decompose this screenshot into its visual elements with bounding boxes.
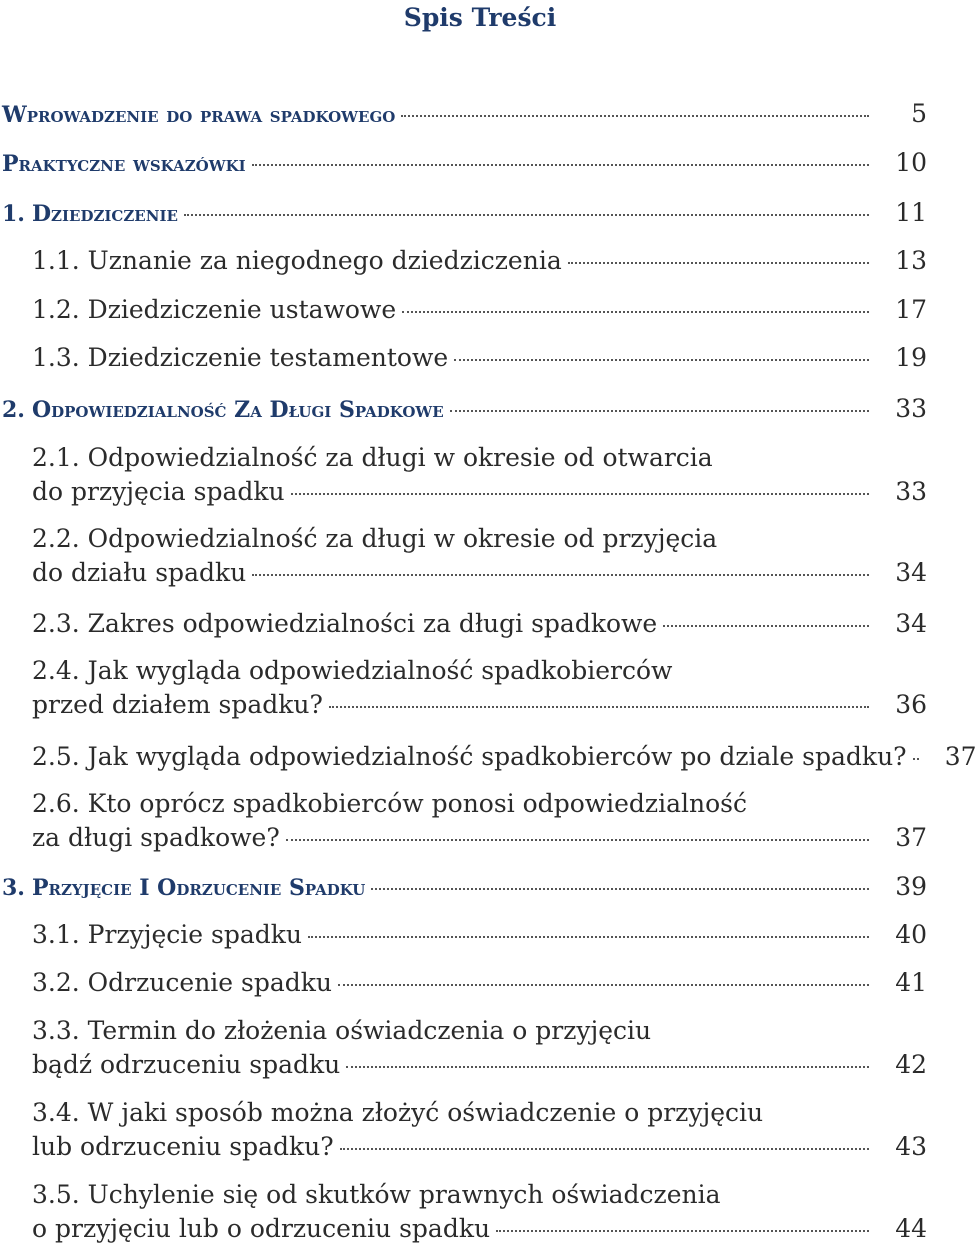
page-number: 37 <box>895 823 927 852</box>
toc-entry-label <box>32 918 302 952</box>
toc-entry-label <box>32 688 323 722</box>
page-number: 44 <box>895 1214 927 1243</box>
section-title: Odpowiedzialność za długi w okresie od otwarcia <box>87 443 713 472</box>
page-number: 33 <box>895 477 927 506</box>
toc-entry-label <box>32 341 448 375</box>
section-title: lub odrzuceniu spadku? <box>32 1132 334 1161</box>
toc-entry[interactable] <box>32 1096 927 1164</box>
page-number: 19 <box>895 343 927 372</box>
page-number: 39 <box>895 872 927 901</box>
dot-leader <box>913 758 919 760</box>
toc-entry[interactable] <box>2 392 927 426</box>
section-title: Uznanie za niegodnego dziedziczenia <box>87 246 562 275</box>
toc-entry-line <box>32 607 927 641</box>
dot-leader <box>663 625 869 627</box>
toc-entry[interactable] <box>32 918 927 952</box>
toc-entry-line <box>32 787 927 821</box>
toc-entry-line <box>32 1048 927 1082</box>
toc-entry[interactable] <box>32 1178 927 1246</box>
toc-entry-label <box>32 522 717 556</box>
dot-leader <box>329 706 869 708</box>
dot-leader <box>346 1066 869 1068</box>
toc-entry[interactable] <box>2 196 927 230</box>
toc-entry[interactable] <box>32 1014 927 1082</box>
dot-leader <box>184 214 869 216</box>
section-number: 2.6. <box>32 789 80 818</box>
section-title: Dziedziczenie <box>31 201 178 227</box>
toc-entry-line <box>32 1014 927 1048</box>
toc-entry[interactable] <box>2 146 927 180</box>
section-number: 3.1. <box>32 920 80 949</box>
page-number: 34 <box>895 558 927 587</box>
section-number: 1.2. <box>32 295 80 324</box>
section-number: 1. <box>2 201 25 227</box>
toc-entry-label <box>32 1014 651 1048</box>
toc-entry-line <box>32 654 927 688</box>
page-number: 33 <box>895 394 927 423</box>
section-number: 2.3. <box>32 609 80 638</box>
toc-entry[interactable] <box>32 244 927 278</box>
section-number: 2.4. <box>32 656 80 685</box>
page-number: 34 <box>895 609 927 638</box>
section-title: o przyjęciu lub o odrzuceniu spadku <box>32 1214 491 1243</box>
section-number: 3.5. <box>32 1180 80 1209</box>
section-title: Wprowadzenie do prawa spadkowego <box>2 102 396 128</box>
section-title: do działu spadku <box>32 558 247 587</box>
dot-leader <box>568 262 869 264</box>
section-title: Odrzucenie spadku <box>87 968 333 997</box>
toc-entry[interactable] <box>2 97 927 131</box>
dot-leader <box>454 359 869 361</box>
dot-leader <box>496 1230 869 1232</box>
toc-entry-line <box>32 244 927 278</box>
section-number: 1.1. <box>32 246 80 275</box>
section-title: W jaki sposób można złożyć oświadczenie o przyjęciu <box>87 1098 764 1127</box>
toc-entry-line <box>32 293 927 327</box>
section-title: Odpowiedzialność za długi w okresie od przyjęcia <box>87 524 718 553</box>
page-number: 11 <box>895 198 927 227</box>
section-title: Jak wygląda odpowiedzialność spadkobierców <box>87 656 673 685</box>
toc-entry[interactable] <box>32 787 927 855</box>
toc-entry-line <box>2 146 927 180</box>
toc-entry-label <box>32 966 332 1000</box>
toc-entry-line <box>32 341 927 375</box>
toc-entry-label <box>32 740 907 774</box>
section-number: 3.4. <box>32 1098 80 1127</box>
page-number: 10 <box>895 148 927 177</box>
page-number: 17 <box>895 295 927 324</box>
toc-entry-label <box>32 1130 334 1164</box>
toc-entry-label <box>32 1212 490 1246</box>
toc-entry-line <box>2 97 927 131</box>
toc-entry[interactable] <box>32 441 927 509</box>
page-number: 43 <box>895 1132 927 1161</box>
page-number: 36 <box>895 690 927 719</box>
section-number: 1.3. <box>32 343 80 372</box>
toc-entry-line <box>32 918 927 952</box>
section-title: Przyjęcie I Odrzucenie Spadku <box>31 875 366 901</box>
toc-entry-label <box>32 1178 721 1212</box>
dot-leader <box>450 410 869 412</box>
page-number: 42 <box>895 1050 927 1079</box>
toc-entry[interactable] <box>32 341 927 375</box>
toc-entry-label <box>2 393 444 428</box>
section-title: Zakres odpowiedzialności za długi spadkowe <box>87 609 658 638</box>
toc-entry-label <box>32 1048 340 1082</box>
dot-leader <box>338 984 869 986</box>
toc-entry-line <box>32 966 927 1000</box>
toc-entry-label <box>32 293 396 327</box>
toc-entry-line <box>32 1130 927 1164</box>
page-number: 41 <box>895 968 927 997</box>
toc-entry-line <box>32 821 927 855</box>
dot-leader <box>286 839 869 841</box>
toc-entry[interactable] <box>2 870 927 904</box>
toc-entry-line <box>2 392 927 426</box>
toc-entry-label <box>32 441 713 475</box>
section-number: 2. <box>2 397 25 423</box>
section-number: 2.1. <box>32 443 80 472</box>
section-title: Uchylenie się od skutków prawnych oświadczenia <box>87 1180 721 1209</box>
dot-leader <box>308 936 869 938</box>
section-title: przed działem spadku? <box>32 690 323 719</box>
toc-entry-label <box>32 244 562 278</box>
toc-entry[interactable] <box>32 522 927 590</box>
page-number: 13 <box>895 246 927 275</box>
toc-entry-line <box>32 688 927 722</box>
toc-entry-line <box>32 740 977 774</box>
toc-entry-label <box>32 475 285 509</box>
section-title: Praktyczne wskazówki <box>2 151 246 177</box>
dot-leader <box>252 164 869 166</box>
dot-leader <box>291 493 869 495</box>
section-title: Przyjęcie spadku <box>87 920 303 949</box>
section-title: za długi spadkowe? <box>32 823 280 852</box>
toc-entry-line <box>2 870 927 904</box>
section-title: Odpowiedzialność Za Długi Spadkowe <box>31 397 444 423</box>
toc-entry[interactable] <box>32 740 977 774</box>
page-title: Spis Treści <box>403 3 557 32</box>
section-title: Dziedziczenie ustawowe <box>87 295 397 324</box>
toc-entry-label <box>32 556 246 590</box>
dot-leader <box>402 311 869 313</box>
toc-entry[interactable] <box>32 966 927 1000</box>
section-title: Kto oprócz spadkobierców ponosi odpowiedzialność <box>87 789 747 818</box>
toc-entry-line <box>2 196 927 230</box>
section-title: Dziedziczenie testamentowe <box>87 343 449 372</box>
page-number: 40 <box>895 920 927 949</box>
section-title: do przyjęcia spadku <box>32 477 285 506</box>
toc-entry-line <box>32 475 927 509</box>
section-number: 3.3. <box>32 1016 80 1045</box>
dot-leader <box>252 574 869 576</box>
section-title: Jak wygląda odpowiedzialność spadkobierców po dziale spadku? <box>87 742 907 771</box>
section-number: 3. <box>2 875 25 901</box>
page-number: 37 <box>944 742 977 771</box>
section-title: Termin do złożenia oświadczenia o przyjęciu <box>87 1016 652 1045</box>
toc-entry-line <box>32 441 927 475</box>
toc-entry[interactable] <box>32 607 927 641</box>
toc-entry-line <box>32 522 927 556</box>
page-number: 5 <box>911 99 927 128</box>
toc-entry-label <box>32 1096 763 1130</box>
toc-entry-label <box>2 147 246 182</box>
dot-leader <box>401 115 869 117</box>
toc-entry-label <box>2 197 178 232</box>
section-number: 3.2. <box>32 968 80 997</box>
toc-entry-line <box>32 556 927 590</box>
section-number: 2.5. <box>32 742 80 771</box>
toc-entry-label <box>32 821 280 855</box>
toc-entry-label <box>32 654 672 688</box>
toc-entry-line <box>32 1178 927 1212</box>
section-number: 2.2. <box>32 524 80 553</box>
dot-leader <box>340 1148 869 1150</box>
toc-entry-label <box>2 98 395 133</box>
toc-entry-label <box>32 607 657 641</box>
toc-entry[interactable] <box>32 654 927 722</box>
toc-entry-line <box>32 1212 927 1246</box>
toc-entry-label <box>32 787 747 821</box>
toc-entry-label <box>2 871 365 906</box>
toc-entry-line <box>32 1096 927 1130</box>
toc-entry[interactable] <box>32 293 927 327</box>
dot-leader <box>371 888 869 890</box>
section-title: bądź odrzuceniu spadku <box>32 1050 341 1079</box>
